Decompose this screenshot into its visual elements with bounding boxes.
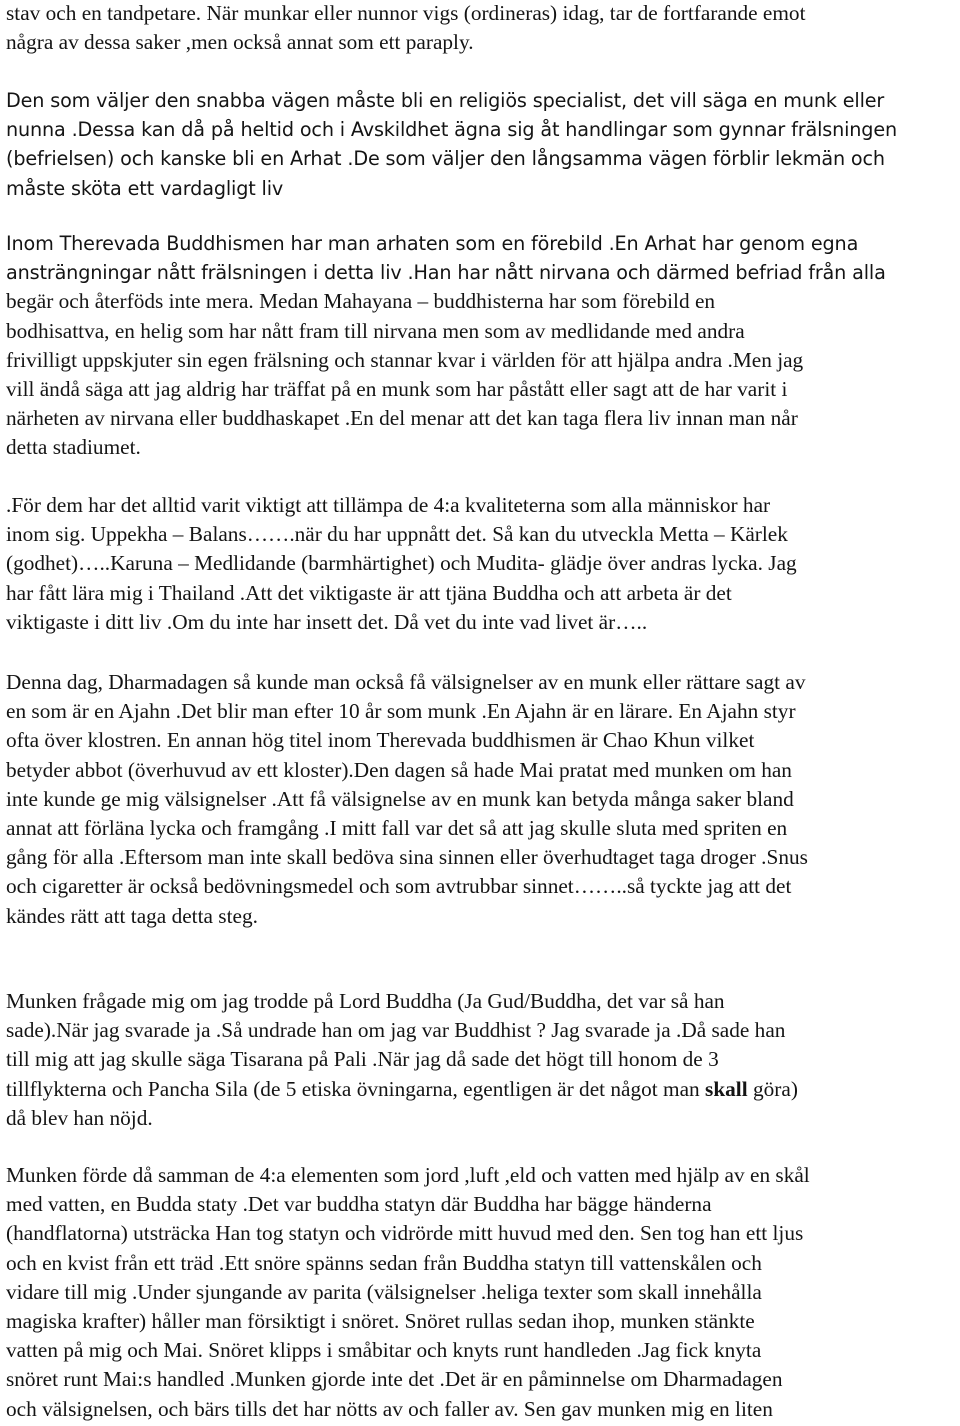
text-line: Den som väljer den snabba vägen måste bli en religiös specialist, det vill säga en munk eller [6,89,885,112]
text-line: och en kvist från ett träd .Ett snöre spänns sedan från Buddha statyn till vattenskålen och [6,1250,762,1275]
text-line: ansträngningar nått frälsningen i detta liv .Han har nått nirvana och därmed befriad från alla [6,261,886,285]
text-line: gång för alla .Eftersom man inte skall bedöva sina sinnen eller överhudtaget taga droger .Snus [6,845,808,870]
text-line: bodhisattva, en helig som har nått fram till nirvana men som av medlidande med andra [6,318,745,343]
bold-word: skall [705,1076,748,1101]
text-line: närheten av nirvana eller buddhaskapet .En del menar att det kan taga flera liv innan man når [6,406,798,431]
text-line: ofta över klostren. En annan hög titel inom Therevada buddhismen är Chao Khun vilket [6,728,755,753]
text-line: begär och återföds inte mera. Medan Mahayana – buddhisterna har som förebild en [6,289,716,314]
text-line: nunna .Dessa kan då på heltid och i Avskildhet ägna sig åt handlingar som gynnar frälsningen [6,118,898,142]
text-line: måste sköta ett vardagligt liv [6,176,284,200]
text-line: betyder abbot (överhuvud av ett kloster).Den dagen så hade Mai pratat med munken om han [6,757,792,782]
text-line: (befrielsen) och kanske bli en Arhat .De som väljer den långsamma vägen förblir lekmän och [6,147,885,171]
text-line: en som är en Ajahn .Det blir man efter 10 år som munk .En Ajahn är en lärare. En Ajahn styr [6,699,796,724]
text-run: tillflykterna och Pancha Sila (de 5 etiska övningarna, egentligen är det något man [6,1076,706,1101]
text-line: med vatten, en Budda staty .Det var buddha statyn där Buddha har bägge händerna [6,1192,712,1217]
paragraph-6 [6,987,960,1133]
text-run: göra) [747,1076,798,1101]
text-line-with-bold [6,1075,960,1104]
text-line: magiska krafter) håller man försiktigt i snöret. Snöret rullas sedan ihop, munken stänkte [6,1308,755,1333]
text-line: har fått lära mig i Thailand .Att det viktigaste är att tjäna Buddha och att arbeta är det [6,580,732,605]
text-line: vidare till mig .Under sjungande av parita (välsignelser .heliga texter som skall innehålla [6,1279,762,1304]
paragraph-4 [6,491,960,637]
text-line: viktigaste i ditt liv .Om du inte har insett det. Då vet du inte vad livet är….. [6,609,648,634]
text-line: stav och en tandpetare. När munkar eller nunnor vigs (ordineras) idag, tar de fortfarande emot [6,1,806,25]
paragraph-5 [6,668,960,931]
text-line: då blev han nöjd. [6,1105,153,1130]
paragraph-1 [6,0,960,57]
text-line: (handflatorna) utsträcka Han tog statyn och vidrörde mitt huvud med den. Sen tog han ett ljus [6,1221,804,1246]
paragraph-7 [6,1161,960,1424]
text-line: Inom Therevada Buddhismen har man arhaten som en förebild .En Arhat har genom egna [6,232,859,255]
text-line: kändes rätt att taga detta steg. [6,903,258,928]
text-line: Munken frågade mig om jag trodde på Lord Buddha (Ja Gud/Buddha, det var så han [6,989,725,1013]
text-line: snöret runt Mai:s handled .Munken gjorde inte det .Det är en påminnelse om Dharmadagen [6,1367,783,1392]
paragraph-2 [6,86,960,203]
text-line: vill ändå säga att jag aldrig har träffat på en munk som har påstått eller sagt att de har varit i [6,376,788,401]
text-line: och cigaretter är också bedövningsmedel och som avtrubbar sinnet……..så tyckte jag att det [6,874,792,899]
text-line: inte kunde ge mig välsignelser .Att få välsignelse av en munk kan betyda många saker bland [6,786,794,811]
text-line: sade).När jag svarade ja .Så undrade han om jag var Buddhist ? Jag svarade ja .Då sade han [6,1018,786,1043]
text-line: frivilligt uppskjuter sin egen frälsning och stannar kvar i världen för att hjälpa andra .Men jag [6,347,804,372]
text-line: (godhet)…..Karuna – Medlidande (barmhärtighet) och Mudita- glädje över andras lycka. Jag [6,551,797,576]
text-line: några av dessa saker ,men också annat som ett paraply. [6,30,474,55]
text-line: vatten på mig och Mai. Snöret klipps i småbitar och knyts runt handleden .Jag fick knyta [6,1338,762,1363]
text-line: .För dem har det alltid varit viktigt att tillämpa de 4:a kvaliteterna som alla människor har [6,493,771,517]
text-line: detta stadiumet. [6,435,141,460]
paragraph-3 [6,229,960,463]
text-line: annat att förläna lycka och framgång .I mitt fall var det så att jag skulle sluta med spriten en [6,815,788,840]
text-line: Denna dag, Dharmadagen så kunde man också få välsignelser av en munk eller rättare sagt av [6,670,806,694]
text-line: inom sig. Uppekha – Balans…….när du har uppnått det. Så kan du utveckla Metta – Kärlek [6,522,788,547]
text-line: och välsignelsen, och bärs tills det har nötts av och faller av. Sen gav munken mig en liten [6,1396,773,1421]
text-line: Munken förde då samman de 4:a elementen som jord ,luft ,eld och vatten med hjälp av en skål [6,1163,810,1187]
text-line: till mig att jag skulle säga Tisarana på Pali .När jag då sade det högt till honom de 3 [6,1047,719,1072]
